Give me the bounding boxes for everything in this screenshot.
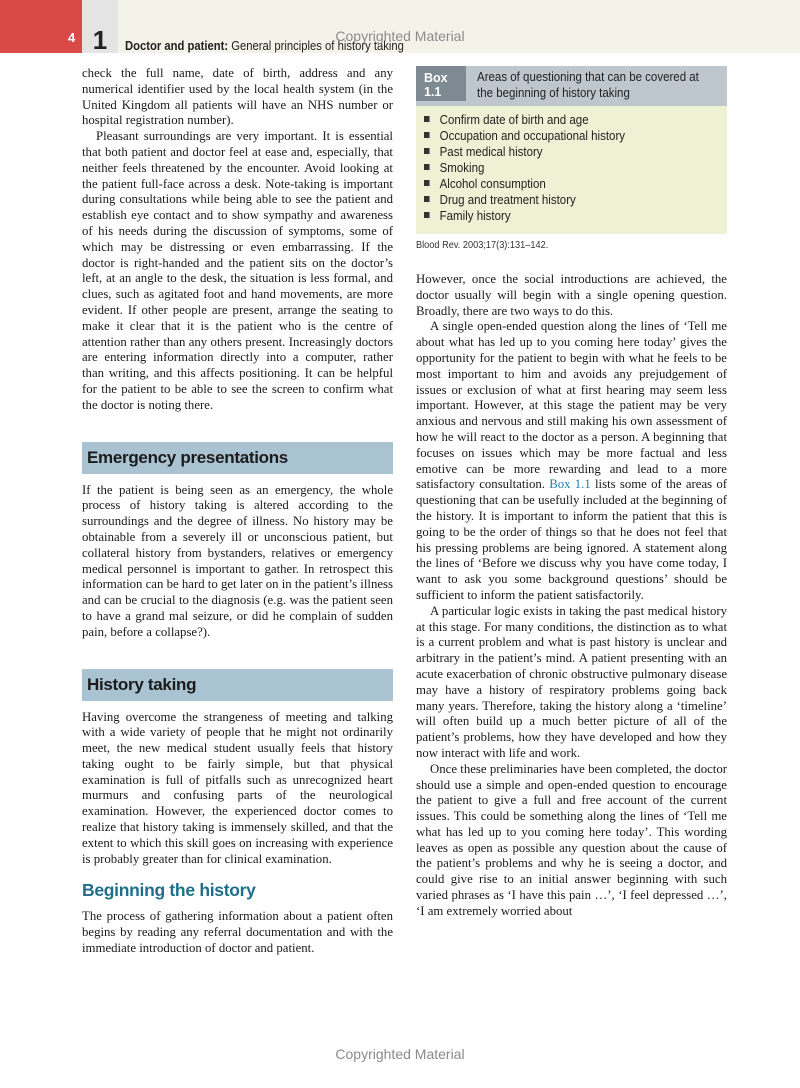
box-list-item: Drug and treatment history — [424, 192, 703, 208]
box-header — [416, 66, 727, 106]
box-list-item: Past medical history — [424, 144, 703, 160]
running-head-rest: General principles of history taking — [228, 39, 404, 53]
square-bullet-icon — [424, 116, 430, 122]
box-list — [416, 106, 727, 234]
box-list-item: Alcohol consumption — [424, 176, 703, 192]
box-source: Blood Rev. 2003;17(3):131–142. — [416, 240, 549, 251]
page-number: 4 — [68, 30, 76, 45]
history-paragraph: Having overcome the strangeness of meeting and talking with a wide variety of people that he might not ordinarily meet, the new medical student usually feels that history taking ought to be fairly simple, but that physical examination is full of pitfalls such as unrecognized heart murmurs and confusing parts of the neurological examination. However, the experienced doctor comes to realize that history taking is immensely skilled, and that the extent to which this skill goes on increasing with experience is probably greater than for clinical examination. — [82, 709, 393, 866]
box-list-item: Family history — [424, 208, 703, 224]
right-column — [416, 66, 727, 920]
preliminaries-paragraph: Once these preliminaries have been completed, the doctor should use a simple and open-ended question to encourage the patient to give a full and free account of the current issues. This could be something along the lines of ‘Tell me what has led up to you coming here today’. This wording leaves as open as possible any question about the cause of the patient’s problems and why he is seeing a doctor, and could give rise to an initial answer beginning with such varied phrases as ‘I have this pain …’, ‘I feel depressed …’, ‘I am extremely worried about — [416, 761, 727, 918]
emergency-paragraph: If the patient is being seen as an emergency, the whole process of history taking is altered according to the surroundings and the degree of illness. No history may be obtainable from a severely ill or unconscious patient, but collateral history from bystanders, relatives or emergency medical personnel is important to gather. In retrospect this information can be hard to get later on in the patient’s illness and can be crucial to the diagnosis (e.g. was the patient seen to have a grand mal seizure, or did he complain of sudden pain, before a collapse?). — [82, 482, 393, 639]
running-head-bold: Doctor and patient: — [125, 39, 229, 53]
square-bullet-icon — [424, 164, 430, 170]
watermark-bottom: Copyrighted Material — [335, 1046, 465, 1062]
box-label: Box 1.1 — [416, 66, 466, 101]
square-bullet-icon — [424, 148, 430, 154]
box-list-item: Occupation and occupational history — [424, 128, 703, 144]
left-column — [82, 66, 393, 957]
box-title: Areas of questioning that can be covered at the beginning of history taking — [477, 70, 699, 100]
box-reference-link[interactable]: Box 1.1 — [549, 477, 591, 492]
surroundings-paragraph: Pleasant surroundings are very important. It is essential that both patient and doctor feel at ease and, especially, that neither feels threatened by the encounter. Avoid looking at the patient full-face across a desk. Note-taking is important during consultations while being able to see the patient and establish eye contact and to show sympathy and awareness of his needs during the discussion of symptoms, some of which may be distressing or even embarrassing. If the doctor is right-handed and the patient sits on the doctor’s left, at an angle to the desk, the situation is less formal, and clues, such as agitated foot and hand movements, are more evident. If other people are present, arrange the seating to make it clear that it is the patient who is the centre of attention rather than any others present. Increasingly doctors are entering information directly into a computer, rather than writing, and this affects positioning. It can be helpful for the patient to be able to see the screen to confirm what the doctor is noting there. — [82, 129, 393, 412]
box-list-item: Smoking — [424, 160, 703, 176]
history-heading: History taking — [82, 669, 393, 701]
emergency-heading: Emergency presentations — [82, 442, 393, 474]
past-history-paragraph: A particular logic exists in taking the past medical history at this stage. For many conditions, the distinction as to what is a current problem and what is past history is unclear and arbitrary in the patient’s mind. A patient presenting with an acute exacerbation of chronic obstructive pulmonary disease may have a history of respiratory problems going back many years. Therefore, taking the history along a ‘timeline’ will often build up a much better picture of all of the patient’s problems, how they have developed and how they now interact with life and work. — [416, 603, 727, 760]
beginning-heading: Beginning the history — [82, 880, 256, 901]
opening-question-paragraph: However, once the social introductions are achieved, the doctor usually will begin with a single opening question. Broadly, there are two ways to do this. — [416, 272, 727, 318]
box-1-1 — [416, 66, 727, 234]
open-ended-paragraph: A single open-ended question along the lines of ‘Tell me about what has led up to you coming here today’ gives the opportunity for the patient to begin with what he feels to be most important to him and avoids any prejudgement of issues or exclusion of what at first hearing may seem less important. However, at this stage the patient may be very anxious and nervous and still making his own assessment of how he will react to the doctor as a person. A beginning that focuses on issues which may be more factual and less emotive can be more rewarding and lead to a more satisfactory consultation. Box 1.1 lists some of the areas of questioning that can be usefully included at the beginning of the history. It is important to inform the patient that this is going to be the order of things so that he does not feel that his pressing problems are being ignored. A statement along the lines of ‘Before we discuss why you have come today, I want to ask you some background questions’ should be sufficient to inform the patient satisfactorily. — [416, 319, 728, 602]
intro-paragraph: check the full name, date of birth, address and any numerical identifier used by the local health system (in the United Kingdom all patients will have an NHS number or hospital registration number). — [82, 66, 393, 128]
square-bullet-icon — [424, 180, 430, 186]
watermark-top: Copyrighted Material — [335, 28, 465, 44]
square-bullet-icon — [424, 132, 430, 138]
beginning-paragraph: The process of gathering information about a patient often begins by reading any referral documentation and with the immediate introduction of doctor and patient. — [82, 909, 393, 956]
square-bullet-icon — [424, 196, 430, 202]
square-bullet-icon — [424, 212, 430, 218]
box-list-item: Confirm date of birth and age — [424, 112, 703, 128]
chapter-number: 1 — [82, 0, 118, 53]
page-number-tab — [0, 0, 82, 53]
